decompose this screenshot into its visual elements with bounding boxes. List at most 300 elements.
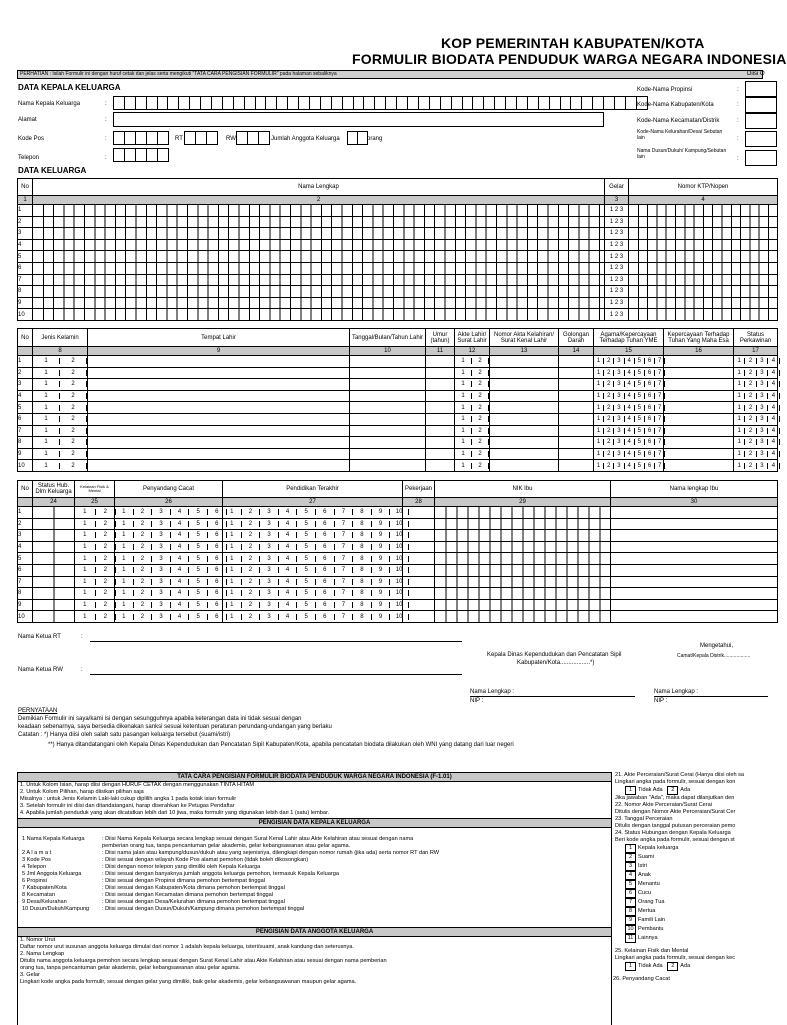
- option-3[interactable]: 3: [757, 393, 768, 399]
- cell-umur[interactable]: [426, 379, 455, 391]
- cell-golongan-darah[interactable]: [559, 437, 594, 449]
- option-8[interactable]: 8: [353, 532, 372, 538]
- option-2[interactable]: 2: [134, 556, 153, 562]
- option-6[interactable]: 6: [645, 463, 655, 469]
- cell-nama-ibu[interactable]: [611, 518, 778, 530]
- option-3[interactable]: 3: [757, 370, 768, 376]
- cell-nomor-akta[interactable]: [490, 379, 559, 391]
- cell-status-kawin[interactable]: [734, 390, 778, 402]
- cell-pendidikan[interactable]: [223, 576, 403, 588]
- field-rt[interactable]: [184, 131, 217, 145]
- option-5[interactable]: 5: [189, 521, 208, 527]
- cell-nama-lengkap[interactable]: [33, 274, 605, 286]
- option-6[interactable]: 6: [645, 405, 655, 411]
- cell-cacat[interactable]: [115, 576, 223, 588]
- option-1[interactable]: 1: [75, 567, 96, 573]
- option-3[interactable]: 3: [260, 614, 279, 620]
- option-2[interactable]: 2: [242, 532, 261, 538]
- option-2[interactable]: 2: [60, 416, 87, 422]
- option-7[interactable]: 7: [335, 579, 354, 585]
- option-3[interactable]: 3: [614, 393, 624, 399]
- option-1[interactable]: 1: [223, 521, 242, 527]
- cell-tanggal-lahir[interactable]: [350, 367, 426, 379]
- option-5[interactable]: 5: [297, 567, 316, 573]
- option-7[interactable]: 7: [655, 428, 665, 434]
- char-box[interactable]: [157, 131, 169, 145]
- option-6[interactable]: 6: [208, 544, 227, 550]
- cell-nik-ibu[interactable]: [435, 611, 611, 623]
- option-1[interactable]: 1: [734, 393, 745, 399]
- cell-ktp[interactable]: [629, 274, 778, 286]
- option-2[interactable]: 2: [604, 405, 614, 411]
- option-3[interactable]: 3: [152, 521, 171, 527]
- option-1[interactable]: 1: [33, 393, 60, 399]
- option-1[interactable]: 1: [594, 416, 604, 422]
- cell-status-hub[interactable]: [33, 518, 75, 530]
- option-6[interactable]: 6: [316, 532, 335, 538]
- option-4[interactable]: 4: [171, 521, 190, 527]
- option-3[interactable]: 3: [260, 509, 279, 515]
- option-5[interactable]: 5: [189, 614, 208, 620]
- cell-akte-lahir[interactable]: [455, 367, 490, 379]
- option-7[interactable]: 7: [655, 416, 665, 422]
- option-10[interactable]: 10: [390, 590, 409, 596]
- option-5[interactable]: 5: [635, 381, 645, 387]
- option-3[interactable]: 3: [614, 381, 624, 387]
- option-5[interactable]: 5: [189, 556, 208, 562]
- cell-agama[interactable]: [594, 390, 664, 402]
- cell-nama-lengkap[interactable]: [33, 205, 605, 217]
- option-2[interactable]: 2: [472, 451, 489, 457]
- cell-status-hub[interactable]: [33, 599, 75, 611]
- option-6[interactable]: 6: [316, 590, 335, 596]
- field-kabupaten[interactable]: [745, 97, 777, 113]
- option-1[interactable]: 1: [75, 544, 96, 550]
- option-1[interactable]: 1: [455, 381, 472, 387]
- cell-status-hub[interactable]: [33, 611, 75, 623]
- cell-akte-lahir[interactable]: [455, 460, 490, 472]
- option-3[interactable]: 3: [260, 532, 279, 538]
- option-2[interactable]: 2: [242, 567, 261, 573]
- char-box[interactable]: [157, 148, 169, 162]
- cell-nomor-akta[interactable]: [490, 448, 559, 460]
- cell-cacat[interactable]: [115, 611, 223, 623]
- cell-akte-lahir[interactable]: [455, 448, 490, 460]
- option-1[interactable]: 1: [734, 439, 745, 445]
- option-2[interactable]: 2: [134, 521, 153, 527]
- cell-nama-ibu[interactable]: [611, 611, 778, 623]
- option-1[interactable]: 1: [223, 509, 242, 515]
- option-3[interactable]: 3: [152, 544, 171, 550]
- cell-status-kawin[interactable]: [734, 379, 778, 391]
- option-4[interactable]: 4: [279, 544, 298, 550]
- option-2[interactable]: 2: [134, 544, 153, 550]
- option-1[interactable]: 1: [33, 416, 60, 422]
- cell-kelainan[interactable]: [75, 576, 115, 588]
- option-2[interactable]: 2: [604, 428, 614, 434]
- option-5[interactable]: 5: [297, 590, 316, 596]
- option-2[interactable]: 2: [745, 439, 756, 445]
- option-5[interactable]: 5: [635, 439, 645, 445]
- option-5[interactable]: 5: [635, 416, 645, 422]
- option-8[interactable]: 8: [353, 590, 372, 596]
- option-2[interactable]: 2: [60, 370, 87, 376]
- option-4[interactable]: 4: [625, 451, 635, 457]
- cell-golongan-darah[interactable]: [559, 390, 594, 402]
- option-2[interactable]: 2: [134, 532, 153, 538]
- option-2[interactable]: 2: [134, 509, 153, 515]
- option-2[interactable]: 2: [96, 567, 117, 573]
- option-4[interactable]: 4: [625, 393, 635, 399]
- cell-ktp[interactable]: [629, 216, 778, 228]
- option-5[interactable]: 5: [189, 509, 208, 515]
- option-4[interactable]: 4: [768, 393, 779, 399]
- cell-jenis-kelamin[interactable]: [33, 413, 88, 425]
- cell-umur[interactable]: [426, 413, 455, 425]
- cell-golongan-darah[interactable]: [559, 460, 594, 472]
- cell-kelainan[interactable]: [75, 588, 115, 600]
- option-6[interactable]: 6: [316, 544, 335, 550]
- cell-akte-lahir[interactable]: [455, 437, 490, 449]
- cell-nama-lengkap[interactable]: [33, 251, 605, 263]
- option-6[interactable]: 6: [645, 428, 655, 434]
- option-2[interactable]: 2: [242, 556, 261, 562]
- option-1[interactable]: 1: [594, 358, 604, 364]
- cell-jenis-kelamin[interactable]: [33, 390, 88, 402]
- option-9[interactable]: 9: [372, 567, 391, 573]
- cell-nik-ibu[interactable]: [435, 576, 611, 588]
- cell-kepercayaan[interactable]: [664, 402, 734, 414]
- option-1[interactable]: 1: [594, 381, 604, 387]
- cell-status-kawin[interactable]: [734, 460, 778, 472]
- option-3[interactable]: 3: [614, 405, 624, 411]
- option-2[interactable]: 2: [745, 428, 756, 434]
- option-3[interactable]: 3: [757, 463, 768, 469]
- cell-kepercayaan[interactable]: [664, 379, 734, 391]
- cell-nik-ibu[interactable]: [435, 541, 611, 553]
- option-2[interactable]: 2: [472, 405, 489, 411]
- option-6[interactable]: 6: [645, 370, 655, 376]
- cell-status-hub[interactable]: [33, 588, 75, 600]
- option-2[interactable]: 2: [745, 463, 756, 469]
- option-2[interactable]: 2: [604, 358, 614, 364]
- cell-kelainan[interactable]: [75, 553, 115, 565]
- cell-gelar[interactable]: 1 2 3: [605, 228, 629, 240]
- option-2[interactable]: 2: [472, 463, 489, 469]
- option-4[interactable]: 4: [625, 405, 635, 411]
- option-2[interactable]: 2: [242, 614, 261, 620]
- cell-status-kawin[interactable]: [734, 425, 778, 437]
- field-rw[interactable]: [236, 131, 269, 145]
- cell-kepercayaan[interactable]: [664, 425, 734, 437]
- cell-ktp[interactable]: [629, 239, 778, 251]
- option-4[interactable]: 4: [279, 614, 298, 620]
- cell-agama[interactable]: [594, 437, 664, 449]
- option-1[interactable]: 1: [734, 370, 745, 376]
- cell-status-kawin[interactable]: [734, 356, 778, 368]
- option-1[interactable]: 1: [75, 579, 96, 585]
- option-2[interactable]: 2: [472, 428, 489, 434]
- option-1[interactable]: 1: [223, 567, 242, 573]
- cell-status-kawin[interactable]: [734, 413, 778, 425]
- cell-jenis-kelamin[interactable]: [33, 379, 88, 391]
- field-jumlah[interactable]: [347, 131, 367, 145]
- field-kodepos[interactable]: [113, 131, 168, 145]
- cell-golongan-darah[interactable]: [559, 367, 594, 379]
- field-nama-kepala[interactable]: [113, 96, 647, 110]
- cell-umur[interactable]: [426, 460, 455, 472]
- char-box[interactable]: [258, 131, 270, 145]
- option-4[interactable]: 4: [625, 416, 635, 422]
- cell-nama-lengkap[interactable]: [33, 262, 605, 274]
- option-7[interactable]: 7: [335, 509, 354, 515]
- cell-pendidikan[interactable]: [223, 507, 403, 519]
- cell-status-kawin[interactable]: [734, 437, 778, 449]
- option-7[interactable]: 7: [655, 393, 665, 399]
- option-2[interactable]: 2: [604, 463, 614, 469]
- option-1[interactable]: 1: [33, 381, 60, 387]
- option-2[interactable]: 2: [604, 451, 614, 457]
- cell-cacat[interactable]: [115, 588, 223, 600]
- option-8[interactable]: 8: [353, 614, 372, 620]
- option-3[interactable]: 3: [152, 532, 171, 538]
- option-1[interactable]: 1: [594, 428, 604, 434]
- option-8[interactable]: 8: [353, 521, 372, 527]
- option-1[interactable]: 1: [75, 532, 96, 538]
- cell-tanggal-lahir[interactable]: [350, 460, 426, 472]
- cell-nama-lengkap[interactable]: [33, 216, 605, 228]
- option-4[interactable]: 4: [171, 579, 190, 585]
- option-2[interactable]: 2: [242, 590, 261, 596]
- option-2[interactable]: 2: [96, 521, 117, 527]
- option-1[interactable]: 1: [223, 590, 242, 596]
- option-4[interactable]: 4: [625, 370, 635, 376]
- option-5[interactable]: 5: [189, 590, 208, 596]
- cell-tanggal-lahir[interactable]: [350, 402, 426, 414]
- cell-nomor-akta[interactable]: [490, 390, 559, 402]
- option-2[interactable]: 2: [242, 521, 261, 527]
- cell-gelar[interactable]: 1 2 3: [605, 205, 629, 217]
- option-5[interactable]: 5: [189, 602, 208, 608]
- option-5[interactable]: 5: [297, 521, 316, 527]
- cell-nomor-akta[interactable]: [490, 413, 559, 425]
- option-2[interactable]: 2: [472, 416, 489, 422]
- cell-tempat-lahir[interactable]: [88, 367, 350, 379]
- option-7[interactable]: 7: [335, 590, 354, 596]
- option-5[interactable]: 5: [635, 451, 645, 457]
- option-6[interactable]: 6: [316, 602, 335, 608]
- option-1[interactable]: 1: [734, 428, 745, 434]
- cell-kelainan[interactable]: [75, 541, 115, 553]
- option-1[interactable]: 1: [223, 544, 242, 550]
- cell-nik-ibu[interactable]: [435, 553, 611, 565]
- option-2[interactable]: 2: [60, 393, 87, 399]
- cell-tempat-lahir[interactable]: [88, 356, 350, 368]
- cell-nama-lengkap[interactable]: [33, 309, 605, 321]
- option-5[interactable]: 5: [635, 358, 645, 364]
- option-1[interactable]: 1: [594, 463, 604, 469]
- option-5[interactable]: 5: [297, 532, 316, 538]
- option-3[interactable]: 3: [757, 416, 768, 422]
- cell-cacat[interactable]: [115, 530, 223, 542]
- option-7[interactable]: 7: [655, 463, 665, 469]
- cell-gelar[interactable]: 1 2 3: [605, 216, 629, 228]
- option-2[interactable]: 2: [745, 405, 756, 411]
- option-5[interactable]: 5: [297, 544, 316, 550]
- cell-tempat-lahir[interactable]: [88, 379, 350, 391]
- option-3[interactable]: 3: [614, 439, 624, 445]
- option-2[interactable]: 2: [745, 358, 756, 364]
- cell-kepercayaan[interactable]: [664, 460, 734, 472]
- option-6[interactable]: 6: [208, 556, 227, 562]
- option-2[interactable]: 2: [96, 509, 117, 515]
- option-3[interactable]: 3: [152, 579, 171, 585]
- option-2[interactable]: 2: [134, 579, 153, 585]
- option-1[interactable]: 1: [223, 556, 242, 562]
- option-9[interactable]: 9: [372, 532, 391, 538]
- field-propinsi[interactable]: [745, 81, 777, 97]
- option-4[interactable]: 4: [768, 358, 779, 364]
- cell-tanggal-lahir[interactable]: [350, 437, 426, 449]
- option-2[interactable]: 2: [242, 579, 261, 585]
- cell-ktp[interactable]: [629, 205, 778, 217]
- cell-akte-lahir[interactable]: [455, 425, 490, 437]
- cell-cacat[interactable]: [115, 518, 223, 530]
- option-8[interactable]: 8: [353, 544, 372, 550]
- option-1[interactable]: 1: [594, 393, 604, 399]
- cell-status-hub[interactable]: [33, 507, 75, 519]
- cell-nama-lengkap[interactable]: [33, 228, 605, 240]
- option-5[interactable]: 5: [297, 602, 316, 608]
- option-1[interactable]: 1: [33, 463, 60, 469]
- option-2[interactable]: 2: [604, 439, 614, 445]
- option-1[interactable]: 1: [33, 428, 60, 434]
- field-kelurahan[interactable]: [745, 131, 777, 147]
- cell-akte-lahir[interactable]: [455, 379, 490, 391]
- option-3[interactable]: 3: [614, 451, 624, 457]
- cell-tanggal-lahir[interactable]: [350, 425, 426, 437]
- cell-gelar[interactable]: 1 2 3: [605, 286, 629, 298]
- option-1[interactable]: 1: [455, 439, 472, 445]
- option-4[interactable]: 4: [279, 567, 298, 573]
- option-6[interactable]: 6: [208, 532, 227, 538]
- cell-jenis-kelamin[interactable]: [33, 425, 88, 437]
- cell-tempat-lahir[interactable]: [88, 425, 350, 437]
- cell-agama[interactable]: [594, 448, 664, 460]
- option-5[interactable]: 5: [635, 463, 645, 469]
- option-6[interactable]: 6: [316, 509, 335, 515]
- option-9[interactable]: 9: [372, 590, 391, 596]
- option-6[interactable]: 6: [208, 579, 227, 585]
- option-1[interactable]: 1: [115, 521, 134, 527]
- option-1[interactable]: 1: [115, 579, 134, 585]
- option-2[interactable]: 2: [96, 590, 117, 596]
- cell-pendidikan[interactable]: [223, 553, 403, 565]
- cell-umur[interactable]: [426, 390, 455, 402]
- field-kecamatan[interactable]: [745, 113, 777, 129]
- cell-tanggal-lahir[interactable]: [350, 413, 426, 425]
- cell-nik-ibu[interactable]: [435, 507, 611, 519]
- cell-tanggal-lahir[interactable]: [350, 390, 426, 402]
- option-1[interactable]: 1: [594, 370, 604, 376]
- option-2[interactable]: 2: [134, 614, 153, 620]
- option-9[interactable]: 9: [372, 614, 391, 620]
- option-6[interactable]: 6: [645, 358, 655, 364]
- cell-nomor-akta[interactable]: [490, 460, 559, 472]
- option-1[interactable]: 1: [455, 463, 472, 469]
- line-ketua-rt[interactable]: [90, 641, 462, 642]
- cell-nama-ibu[interactable]: [611, 564, 778, 576]
- cell-kepercayaan[interactable]: [664, 356, 734, 368]
- option-1[interactable]: 1: [115, 532, 134, 538]
- option-7[interactable]: 7: [335, 602, 354, 608]
- option-4[interactable]: 4: [279, 532, 298, 538]
- option-1[interactable]: 1: [75, 509, 96, 515]
- cell-ktp[interactable]: [629, 251, 778, 263]
- cell-umur[interactable]: [426, 448, 455, 460]
- option-6[interactable]: 6: [645, 439, 655, 445]
- option-3[interactable]: 3: [260, 556, 279, 562]
- char-box[interactable]: [206, 131, 218, 145]
- option-4[interactable]: 4: [279, 602, 298, 608]
- option-3[interactable]: 3: [614, 463, 624, 469]
- option-3[interactable]: 3: [757, 405, 768, 411]
- option-3[interactable]: 3: [152, 602, 171, 608]
- cell-jenis-kelamin[interactable]: [33, 460, 88, 472]
- option-9[interactable]: 9: [372, 521, 391, 527]
- option-10[interactable]: 10: [390, 567, 409, 573]
- cell-agama[interactable]: [594, 425, 664, 437]
- cell-akte-lahir[interactable]: [455, 356, 490, 368]
- cell-pendidikan[interactable]: [223, 518, 403, 530]
- option-4[interactable]: 4: [625, 358, 635, 364]
- option-4[interactable]: 4: [768, 439, 779, 445]
- cell-nik-ibu[interactable]: [435, 599, 611, 611]
- option-4[interactable]: 4: [768, 381, 779, 387]
- option-4[interactable]: 4: [171, 567, 190, 573]
- option-6[interactable]: 6: [208, 509, 227, 515]
- field-telepon[interactable]: [113, 148, 168, 162]
- cell-agama[interactable]: [594, 460, 664, 472]
- option-2[interactable]: 2: [134, 590, 153, 596]
- option-1[interactable]: 1: [734, 405, 745, 411]
- cell-golongan-darah[interactable]: [559, 448, 594, 460]
- option-5[interactable]: 5: [297, 509, 316, 515]
- cell-ktp[interactable]: [629, 286, 778, 298]
- option-5[interactable]: 5: [635, 405, 645, 411]
- option-2[interactable]: 2: [60, 439, 87, 445]
- option-3[interactable]: 3: [757, 439, 768, 445]
- cell-umur[interactable]: [426, 402, 455, 414]
- option-7[interactable]: 7: [655, 381, 665, 387]
- cell-golongan-darah[interactable]: [559, 356, 594, 368]
- option-1[interactable]: 1: [115, 567, 134, 573]
- cell-jenis-kelamin[interactable]: [33, 448, 88, 460]
- option-3[interactable]: 3: [614, 416, 624, 422]
- option-4[interactable]: 4: [768, 416, 779, 422]
- option-1[interactable]: 1: [594, 451, 604, 457]
- option-1[interactable]: 1: [223, 614, 242, 620]
- option-7[interactable]: 7: [655, 439, 665, 445]
- cell-nama-ibu[interactable]: [611, 599, 778, 611]
- option-1[interactable]: 1: [594, 405, 604, 411]
- option-8[interactable]: 8: [353, 579, 372, 585]
- cell-nik-ibu[interactable]: [435, 530, 611, 542]
- option-1[interactable]: 1: [33, 405, 60, 411]
- option-6[interactable]: 6: [316, 567, 335, 573]
- option-2[interactable]: 2: [604, 393, 614, 399]
- cell-agama[interactable]: [594, 379, 664, 391]
